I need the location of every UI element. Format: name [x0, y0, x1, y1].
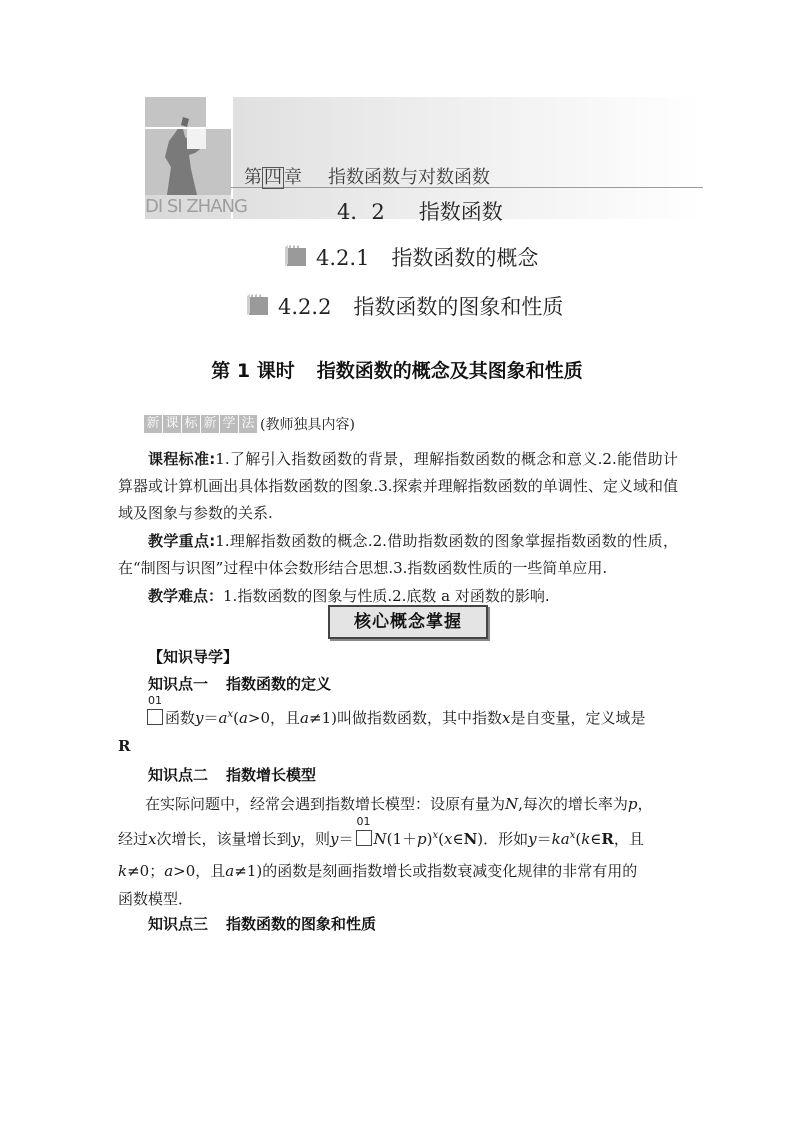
kp-label: 知识点三: [148, 915, 209, 933]
fill-blank-box: [356, 815, 372, 846]
fill-blank-box: [147, 694, 163, 725]
math-var: k: [581, 830, 591, 848]
math-var: a: [300, 709, 309, 727]
math-exponent: x: [227, 709, 234, 720]
kp1-line-1: [145, 694, 705, 728]
text: ∈: [590, 830, 602, 848]
text: ,每次的增长率为: [518, 795, 628, 813]
math-var: a: [164, 862, 174, 880]
math-var: N: [505, 795, 519, 813]
math-var: y: [528, 830, 537, 848]
math-var: k: [118, 862, 128, 880]
text: (: [233, 709, 239, 727]
chapter-heading: [244, 163, 490, 189]
text: >0，且: [247, 709, 301, 727]
text: 函数: [165, 709, 196, 727]
chapter-title: 指数函数与对数函数: [328, 167, 490, 188]
math-set: N: [463, 830, 478, 848]
kp-title: 指数函数的定义: [226, 675, 332, 693]
badge-char: 课: [163, 415, 181, 433]
math-var: x: [148, 830, 157, 848]
math-var: ka: [551, 830, 570, 848]
math-var: p: [417, 830, 427, 848]
subsection-number: 4.2.1: [316, 246, 370, 270]
book-icon: [246, 294, 270, 316]
math-exponent: x: [432, 830, 439, 841]
kp-title: 指数增长模型: [226, 766, 317, 784]
math-var: y: [291, 830, 300, 848]
kp1-line-2: R: [118, 737, 131, 755]
standard-text: 1.指数函数的图象与性质.2.底数 a 对函数的影响.: [223, 587, 550, 605]
kp2-line-1: [145, 793, 705, 814]
new-curriculum-badge: [144, 414, 355, 434]
section-number: 4．2: [337, 200, 385, 224]
text: ≠1)叫做指数函数，其中指数: [309, 709, 502, 727]
text: (: [575, 830, 582, 848]
badge-char: 法: [239, 415, 257, 433]
text: ＝: [536, 830, 552, 848]
text: >0，且: [173, 862, 226, 880]
text: ＝: [338, 830, 354, 848]
kp-label: 知识点一: [148, 675, 209, 693]
text: 经过: [118, 830, 149, 848]
badge-char: 学: [220, 415, 238, 433]
knowledge-point-3-heading: [148, 913, 376, 934]
banner-decor-square: [206, 97, 231, 127]
kp2-line-4: 函数模型．: [118, 890, 194, 908]
math-var: x: [444, 830, 453, 848]
math-var: y: [330, 830, 339, 848]
standard-text: 1.理解指数函数的概念.2.借助指数函数的图象掌握指数函数的性质，在“制图与识图”过程中体会数形结合思想.3.指数函数性质的一些简单应用.: [118, 532, 679, 577]
subsection-title-2: [246, 291, 563, 321]
book-icon: [284, 245, 308, 267]
standard-label: 教学重点:: [148, 532, 216, 550]
knowledge-point-2-heading: [148, 764, 316, 785]
text: 次增长，该量增长到: [156, 830, 292, 848]
blank-number: 01: [356, 815, 371, 828]
kp2-line-3: [118, 860, 678, 881]
kp2-line-2: [118, 815, 678, 849]
text: (1＋: [386, 830, 418, 848]
math-set: R: [601, 830, 614, 848]
text: ，: [637, 795, 653, 813]
knowledge-point-1-heading: [148, 673, 331, 694]
math-var: p: [627, 795, 638, 813]
standard-paragraph: [118, 528, 678, 582]
banner-decor-square: [187, 127, 206, 149]
text: ≠0；: [127, 862, 165, 880]
text: 在实际问题中，经常会遇到指数增长模型：设原有量为: [145, 795, 506, 813]
lesson-number: 第 1 课时: [211, 360, 295, 382]
math-var: a: [238, 709, 248, 727]
subsection-title-1: [284, 242, 538, 272]
text: ，且: [613, 830, 644, 848]
standard-label: 课程标准:: [148, 450, 216, 468]
math-var: x: [501, 709, 511, 727]
math-var: a: [218, 709, 228, 727]
blank-number: 01: [148, 694, 162, 707]
text: (: [438, 830, 444, 848]
curriculum-standards: [118, 446, 678, 610]
badge-note: (教师独具内容): [260, 417, 355, 433]
standard-paragraph: [118, 446, 678, 527]
badge-char: 新: [144, 415, 162, 433]
banner-divider: [145, 127, 231, 129]
chapter-number: 四: [264, 167, 282, 188]
math-var: a: [225, 862, 235, 880]
math-var: N: [373, 830, 387, 848]
text: ): [426, 830, 433, 848]
math-var: y: [195, 709, 204, 727]
standard-label: 教学难点：: [148, 587, 224, 605]
badge-char: 新: [201, 415, 219, 433]
knowledge-guide-heading: 【知识导学】: [148, 648, 239, 666]
section-title: 指数函数: [418, 200, 503, 224]
text: ，则: [299, 830, 330, 848]
text: )．形如: [477, 830, 529, 848]
section-heading: [337, 196, 503, 226]
chapter-pinyin-label: DI SI ZHANG: [145, 196, 247, 217]
text: ≠1)的函数是刻画指数增长或指数衰减变化规律的非常有用的: [234, 862, 638, 880]
text: 是自变量，定义域是: [510, 709, 646, 727]
lesson-title: [0, 356, 794, 383]
kp-label: 知识点二: [148, 766, 209, 784]
subsection-number: 4.2.2: [278, 295, 332, 319]
lesson-name: 指数函数的概念及其图象和性质: [316, 360, 583, 382]
kp-title: 指数函数的图象和性质: [226, 915, 377, 933]
badge-char: 标: [182, 415, 200, 433]
text: ＝: [203, 709, 219, 727]
text: ∈: [452, 830, 464, 848]
chapter-prefix: 第: [244, 167, 262, 188]
math-exponent: x: [569, 830, 576, 841]
chapter-suffix: 章: [284, 167, 302, 188]
core-concept-banner: 核心概念掌握: [328, 605, 488, 639]
standard-text: 1.了解引入指数函数的背景，理解指数函数的概念和意义.2.能借助计算器或计算机画出具体指数函数的图象.3.探索并理解指数函数的单调性、定义域和值域及图象与参数的关系.: [118, 450, 679, 522]
subsection-name: 指数函数的图象和性质: [353, 295, 564, 319]
subsection-name: 指数函数的概念: [391, 246, 539, 270]
